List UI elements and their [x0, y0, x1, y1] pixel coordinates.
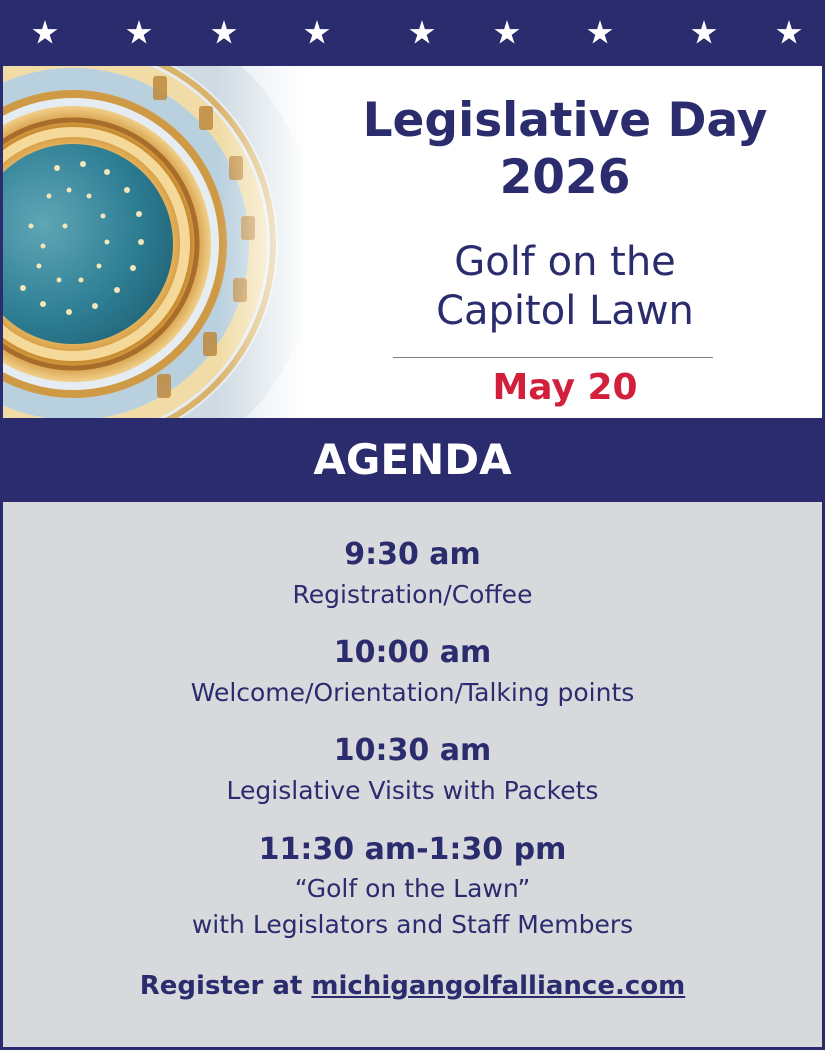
event-title	[308, 92, 822, 206]
register-prefix: Register at	[139, 971, 312, 1001]
event-subtitle	[308, 238, 822, 336]
star-icon	[211, 20, 237, 46]
agenda-time: 9:30 am	[344, 537, 481, 572]
agenda-time: 11:30 am-1:30 pm	[258, 832, 567, 867]
capitol-dome-image	[3, 66, 308, 418]
register-link[interactable]: michigangolfalliance.com	[311, 971, 686, 1001]
event-subtitle-line1: Golf on the	[454, 239, 676, 285]
star-icon	[126, 20, 152, 46]
agenda-time: 10:30 am	[333, 733, 492, 768]
agenda-heading: AGENDA	[3, 418, 822, 502]
title-panel	[308, 66, 822, 418]
image-fade	[218, 66, 308, 418]
star-icon	[587, 20, 613, 46]
star-banner	[3, 3, 822, 66]
agenda-description: with Legislators and Staff Members	[191, 910, 634, 939]
event-title-line2: 2026	[499, 150, 631, 205]
agenda-description: “Golf on the Lawn”	[294, 874, 531, 903]
event-subtitle-line2: Capitol Lawn	[436, 288, 694, 334]
event-title-line1: Legislative Day	[362, 93, 768, 148]
star-icon	[32, 20, 58, 46]
register-line	[3, 969, 822, 1003]
star-icon	[776, 20, 802, 46]
divider	[393, 357, 713, 358]
agenda-description: Welcome/Orientation/Talking points	[190, 678, 635, 707]
agenda-time: 10:00 am	[333, 635, 492, 670]
agenda-description: Legislative Visits with Packets	[226, 776, 599, 805]
agenda-panel	[3, 502, 822, 1047]
star-icon	[691, 20, 717, 46]
agenda-description: Registration/Coffee	[292, 580, 533, 609]
event-date: May 20	[492, 367, 638, 408]
star-icon	[409, 20, 435, 46]
star-icon	[304, 20, 330, 46]
star-icon	[494, 20, 520, 46]
